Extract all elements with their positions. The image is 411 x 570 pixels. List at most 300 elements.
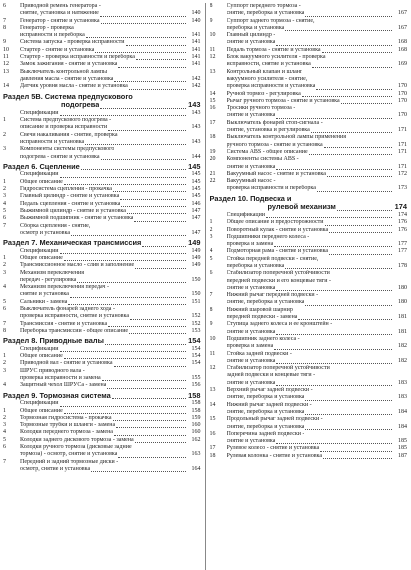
- toc-entry-title: ШРУС приводного вала -: [20, 367, 85, 374]
- toc-entry[interactable]: [210, 105, 408, 112]
- section-10-heading-line1[interactable]: Раздел 10. Подвеска и: [209, 194, 292, 203]
- section-8-heading[interactable]: Раздел 8. Приводные валы 154: [3, 337, 201, 346]
- toc-entry-title: проверка исправности, снятие и установка: [20, 313, 129, 320]
- toc-entry[interactable]: [3, 124, 201, 131]
- toc-entry-number: 14: [3, 83, 9, 90]
- toc-entry[interactable]: [210, 248, 408, 255]
- dot-leader: [86, 36, 186, 38]
- toc-entry-number: 19: [209, 148, 216, 155]
- toc-entry[interactable]: [210, 307, 408, 314]
- toc-entry[interactable]: [210, 3, 408, 10]
- toc-entry[interactable]: [3, 429, 201, 436]
- toc-entry-title: Спецификации: [20, 247, 59, 254]
- toc-entry[interactable]: [210, 185, 408, 192]
- toc-entry-title: снятие и установка: [226, 39, 276, 46]
- toc-entry-page: 169: [398, 61, 407, 68]
- toc-entry[interactable]: [210, 149, 408, 156]
- toc-entry-page: 180: [398, 284, 407, 291]
- toc-entry[interactable]: [3, 459, 201, 466]
- toc-entry[interactable]: [210, 39, 408, 46]
- toc-entry[interactable]: [3, 154, 201, 161]
- toc-entry-number: 1: [3, 117, 6, 124]
- toc-entry-title: исправности и установка: [20, 138, 85, 145]
- toc-entry-number: 6: [3, 215, 6, 222]
- toc-entry-page: 172: [398, 170, 407, 177]
- toc-entry[interactable]: [210, 10, 408, 17]
- toc-entry-number: 6: [3, 444, 6, 450]
- toc-entry-page: 150: [191, 276, 201, 283]
- dot-leader: [71, 234, 186, 236]
- toc-entry-title: Ручной тормоз - регулировка: [226, 90, 301, 97]
- toc-entry-number: 3: [3, 269, 6, 276]
- toc-entry[interactable]: [210, 134, 408, 141]
- dot-leader: [100, 15, 186, 17]
- toc-entry[interactable]: [210, 402, 408, 409]
- toc-entry[interactable]: [210, 285, 408, 292]
- toc-entry-title: Генератор - снятие и установка: [20, 17, 100, 24]
- toc-entry[interactable]: [210, 47, 408, 54]
- toc-entry-title: Замок зажигания - снятие и установка: [20, 61, 118, 68]
- dot-leader: [129, 332, 185, 334]
- toc-entry-page: 149: [191, 262, 201, 269]
- dot-leader: [60, 252, 186, 254]
- toc-entry[interactable]: [210, 127, 408, 134]
- toc-entry-title: Система запуска - проверка исправности: [20, 39, 125, 46]
- toc-entry-title: Рулевая колонка - снятие и установка: [226, 452, 323, 459]
- toc-entry[interactable]: [3, 215, 201, 222]
- toc-entry[interactable]: [210, 394, 408, 401]
- toc-entry[interactable]: [3, 201, 201, 208]
- dot-leader: [120, 198, 185, 200]
- dot-leader: [60, 405, 186, 407]
- toc-entry-number: 8: [3, 327, 6, 334]
- toc-entry-title: Тросики ручного тормоза -: [226, 105, 296, 112]
- toc-entry-title: Сборка сцепления - снятие,: [20, 222, 91, 229]
- toc-entry-page: 178: [398, 262, 407, 269]
- toc-entry[interactable]: [3, 117, 201, 124]
- dot-leader: [285, 267, 392, 269]
- toc-entry[interactable]: [210, 299, 408, 306]
- toc-entry-number: 1: [3, 254, 6, 261]
- toc-entry-number: 2: [3, 414, 6, 421]
- dot-leader: [64, 183, 186, 185]
- toc-entry-title: Суппорт переднего тормоза -: [226, 3, 301, 9]
- dot-leader: [91, 470, 185, 472]
- toc-entry-title: Главный цилиндр -: [226, 32, 276, 39]
- dot-leader: [107, 387, 185, 389]
- toc-entry[interactable]: [3, 408, 201, 415]
- toc-entry[interactable]: [3, 47, 201, 54]
- toc-entry-page: 145: [191, 178, 201, 185]
- toc-entry[interactable]: [3, 25, 201, 32]
- toc-entry[interactable]: [3, 375, 201, 382]
- toc-entry-page: 152: [191, 320, 201, 327]
- toc-entry[interactable]: [210, 212, 408, 219]
- toc-entry-page: 184: [398, 408, 407, 415]
- toc-entry-title: Приводной ремень генератора -: [20, 3, 101, 9]
- dot-leader: [276, 362, 392, 364]
- toc-entry[interactable]: [210, 292, 408, 299]
- toc-entry-page: 147: [191, 215, 201, 222]
- toc-entry-page: 143: [191, 138, 201, 145]
- toc-entry[interactable]: [210, 416, 408, 423]
- toc-entry[interactable]: [210, 18, 408, 25]
- toc-entry[interactable]: [210, 365, 408, 372]
- toc-entry[interactable]: [3, 10, 201, 17]
- dot-leader: [81, 168, 186, 170]
- toc-entry-page: 181: [398, 328, 407, 335]
- toc-entry[interactable]: [210, 278, 408, 285]
- toc-entry[interactable]: [3, 171, 201, 178]
- toc-entry[interactable]: [3, 437, 201, 444]
- toc-entry[interactable]: [3, 69, 201, 76]
- toc-entry-title: Общее описание: [20, 353, 63, 360]
- toc-entry-title: осмотр и установка: [20, 229, 70, 236]
- toc-entry[interactable]: [210, 343, 408, 350]
- toc-entry-page: 140: [191, 10, 201, 17]
- section-5b-heading-line2[interactable]: подогрева 143: [61, 101, 201, 110]
- toc-entry-number: 4: [3, 429, 6, 436]
- toc-entry-page: 145: [191, 193, 201, 200]
- toc-entry[interactable]: [3, 284, 201, 291]
- toc-entry-page: 141: [191, 61, 201, 68]
- toc-entry-number: 16: [209, 105, 216, 112]
- dot-leader: [112, 397, 186, 399]
- toc-entry[interactable]: [3, 255, 201, 262]
- toc-entry-title: снятие, переборка и установка: [226, 408, 305, 415]
- dot-leader: [60, 350, 186, 352]
- toc-entry[interactable]: [210, 270, 408, 277]
- toc-entry[interactable]: [210, 445, 408, 452]
- dot-leader: [135, 267, 185, 269]
- toc-entry-title: проверка исправности и переборка: [226, 185, 316, 192]
- toc-entry[interactable]: [210, 120, 408, 127]
- toc-entry-title: Выключатель контрольной лампы: [20, 68, 108, 75]
- toc-entry-title: проверка и замена: [226, 343, 274, 350]
- toc-entry-page: 170: [398, 112, 407, 119]
- toc-entry-title: проверка исправности и замена: [20, 375, 101, 382]
- toc-entry-number: 5: [3, 298, 6, 305]
- dot-leader: [135, 441, 186, 443]
- toc-entry-page: 162: [191, 436, 201, 443]
- toc-entry-page: 168: [398, 46, 407, 53]
- toc-entry-title: Поворотный кулак - снятие и установка: [226, 226, 329, 233]
- toc-entry-title: Продольный рычаг задней подвески -: [226, 416, 323, 423]
- toc-entry-title: проверка исправности и установка: [226, 83, 316, 90]
- dot-leader: [329, 231, 392, 233]
- toc-entry-number: 9: [209, 321, 213, 328]
- toc-entry[interactable]: [210, 431, 408, 438]
- toc-entry-page: 141: [191, 54, 201, 61]
- dot-leader: [130, 318, 186, 320]
- toc-entry[interactable]: [210, 314, 408, 321]
- dot-leader: [305, 428, 392, 430]
- toc-entry-page: 145: [191, 171, 201, 178]
- toc-entry-number: 3: [3, 367, 6, 374]
- dot-leader: [64, 357, 186, 359]
- toc-entry[interactable]: [210, 112, 408, 119]
- toc-entry[interactable]: [210, 424, 408, 431]
- section-6-heading[interactable]: Раздел 6. Сцепление 145: [3, 162, 201, 171]
- toc-entry[interactable]: [3, 444, 201, 451]
- toc-entry[interactable]: [3, 193, 201, 200]
- toc-entry[interactable]: [210, 76, 408, 83]
- toc-entry-number: 4: [3, 200, 6, 207]
- toc-entry[interactable]: [3, 230, 201, 237]
- toc-entry[interactable]: [3, 360, 201, 367]
- toc-entry[interactable]: [210, 54, 408, 61]
- dot-leader: [298, 318, 392, 320]
- toc-entry-page: 160: [191, 429, 201, 436]
- toc-entry-number: 3: [3, 146, 6, 153]
- toc-entry[interactable]: [210, 227, 408, 234]
- dot-leader: [276, 333, 392, 335]
- toc-entry[interactable]: [3, 110, 201, 117]
- toc-entry[interactable]: [210, 178, 408, 185]
- toc-entry[interactable]: [210, 83, 408, 90]
- toc-entry[interactable]: [3, 139, 201, 146]
- toc-entry-title: Спецификации: [20, 109, 59, 116]
- toc-entry-page: 152: [191, 313, 201, 320]
- toc-entry-title: Вакуумный насос -: [226, 178, 276, 185]
- section-10-heading-line2[interactable]: рулевой механизм 174: [267, 203, 407, 212]
- toc-entry[interactable]: [3, 186, 201, 193]
- dot-leader: [114, 434, 186, 436]
- toc-entry-title: Подшипник заднего колеса -: [226, 335, 300, 342]
- toc-entry[interactable]: [210, 387, 408, 394]
- toc-entry[interactable]: [210, 219, 408, 226]
- toc-entry[interactable]: [210, 372, 408, 379]
- toc-entry[interactable]: [210, 409, 408, 416]
- toc-entry[interactable]: [3, 368, 201, 375]
- dot-leader: [276, 168, 392, 170]
- toc-entry-number: 11: [209, 350, 216, 357]
- toc-entry[interactable]: [3, 299, 201, 306]
- toc-entry-title: Контрольный клапан и шланг: [226, 68, 303, 75]
- toc-entry[interactable]: [210, 351, 408, 358]
- toc-entry[interactable]: [3, 3, 201, 10]
- toc-entry[interactable]: [3, 262, 201, 269]
- toc-entry[interactable]: [3, 83, 201, 90]
- toc-entry[interactable]: [3, 466, 201, 473]
- toc-entry[interactable]: [3, 18, 201, 25]
- toc-entry[interactable]: [3, 353, 201, 360]
- toc-entry[interactable]: [210, 263, 408, 270]
- toc-entry-title: Передний и задний тормозные диски -: [20, 458, 119, 465]
- section-7-heading[interactable]: Раздел 7. Механическая трансмиссия 149: [3, 239, 201, 248]
- toc-entry[interactable]: [3, 223, 201, 230]
- toc-entry-number: 3: [3, 422, 6, 429]
- toc-entry[interactable]: [210, 329, 408, 336]
- toc-right-column: [210, 3, 408, 570]
- toc-entry-title: задней подвески и концевые тяги -: [226, 372, 316, 379]
- dot-leader: [95, 51, 185, 53]
- toc-entry[interactable]: [3, 54, 201, 61]
- toc-entry-number: 21: [209, 170, 216, 177]
- toc-entry-title: Подшипники переднего колеса -: [226, 233, 310, 240]
- toc-entry-title: снятие и установка: [226, 163, 276, 170]
- toc-entry-title: Выключатель контрольной лампы применения: [226, 134, 346, 141]
- dot-leader: [316, 88, 392, 90]
- dot-leader: [113, 419, 186, 421]
- dot-leader: [102, 379, 186, 381]
- toc-entry-number: 2: [3, 131, 6, 138]
- toc-entry-title: Колодки переднего тормоза - замена: [20, 429, 113, 436]
- dot-leader: [305, 413, 392, 415]
- toc-entry-number: 22: [209, 178, 216, 185]
- toc-entry-title: Вакуумный насос - снятие и установка: [226, 170, 326, 177]
- toc-entry-title: Общее описание и предосторожности: [226, 219, 324, 226]
- toc-entry[interactable]: [3, 39, 201, 46]
- toc-entry[interactable]: [3, 76, 201, 83]
- toc-entry[interactable]: [3, 422, 201, 429]
- toc-entry[interactable]: [210, 61, 408, 68]
- toc-entry[interactable]: [3, 451, 201, 458]
- toc-entry-number: 1: [3, 407, 6, 414]
- dot-leader: [108, 325, 185, 327]
- dot-leader: [101, 158, 186, 160]
- dot-leader: [276, 384, 392, 386]
- toc-left-column: [3, 3, 206, 570]
- toc-entry-title: Стойка передней подвески - снятие,: [226, 255, 319, 262]
- toc-entry-page: 176: [398, 226, 407, 233]
- toc-entry[interactable]: [3, 291, 201, 298]
- toc-entry-page: 174: [398, 211, 407, 218]
- toc-entry-number: 12: [3, 61, 9, 68]
- toc-entry[interactable]: [3, 321, 201, 328]
- dot-leader: [127, 212, 186, 214]
- toc-entry[interactable]: [3, 132, 201, 139]
- dot-leader: [305, 15, 392, 17]
- toc-entry-page: 153: [191, 327, 201, 334]
- toc-entry[interactable]: [210, 321, 408, 328]
- toc-entry-title: Суппорт заднего тормоза - снятие,: [226, 17, 315, 24]
- toc-entry-page: 167: [398, 24, 407, 31]
- toc-entry[interactable]: [210, 164, 408, 171]
- toc-entry[interactable]: [210, 69, 408, 76]
- toc-entry-page: 167: [398, 10, 407, 17]
- toc-entry[interactable]: [210, 98, 408, 105]
- dot-leader: [129, 88, 186, 90]
- section-9-heading[interactable]: Раздел 9. Тормозная система 158: [3, 391, 201, 400]
- toc-entry[interactable]: [210, 91, 408, 98]
- toc-entry-title: Педаль сцепления - снятие и установка: [20, 200, 121, 207]
- toc-entry[interactable]: [3, 382, 201, 389]
- toc-entry-number: 9: [209, 17, 213, 24]
- toc-entry-title: снятие и установка: [226, 357, 276, 364]
- toc-entry[interactable]: [210, 380, 408, 387]
- dot-leader: [341, 102, 392, 104]
- toc-entry[interactable]: [210, 25, 408, 32]
- toc-entry-number: 12: [209, 54, 216, 61]
- toc-entry-page: 180: [398, 299, 407, 306]
- toc-entry-page: 155: [191, 375, 201, 382]
- toc-entry[interactable]: [3, 306, 201, 313]
- toc-entry-number: 17: [209, 445, 216, 452]
- toc-entry-title: Стартер - снятие и установка: [20, 46, 95, 53]
- toc-entry-title: Ступица заднего колеса и ее кронштейн -: [226, 321, 333, 328]
- toc-entry-title: Стабилизатор поперечной устойчивости: [226, 270, 330, 277]
- toc-entry[interactable]: [3, 248, 201, 255]
- dot-leader: [320, 450, 392, 452]
- toc-entry[interactable]: [210, 256, 408, 263]
- toc-entry[interactable]: [3, 270, 201, 277]
- toc-entry[interactable]: [3, 61, 201, 68]
- toc-entry[interactable]: [3, 277, 201, 284]
- toc-entry-title: Общее описание: [20, 254, 63, 261]
- dot-leader: [325, 224, 392, 226]
- toc-entry[interactable]: [210, 453, 408, 460]
- toc-entry-number: 16: [209, 430, 216, 437]
- toc-entry[interactable]: [210, 234, 408, 241]
- dot-leader: [276, 442, 392, 444]
- toc-entry-title: Защитный чехол ШРУСа - замена: [20, 382, 107, 389]
- toc-entry-title: Переборка трансмиссии - общее описание: [20, 327, 129, 334]
- toc-entry[interactable]: [210, 142, 408, 149]
- toc-entry-page: 141: [191, 32, 201, 39]
- toc-entry-number: 4: [3, 382, 6, 389]
- dot-leader: [68, 303, 185, 305]
- toc-entry-title: передней подвески - замена: [226, 314, 298, 321]
- toc-entry[interactable]: [210, 32, 408, 39]
- toc-entry[interactable]: [3, 415, 201, 422]
- toc-entry-title: снятие и установка: [20, 291, 69, 298]
- dot-leader: [317, 190, 392, 192]
- toc-entry-number: 7: [3, 320, 6, 327]
- dot-leader: [329, 253, 392, 255]
- toc-entry-number: 14: [209, 401, 216, 408]
- toc-entry-number: 5: [3, 207, 6, 214]
- section-5b-heading-line1[interactable]: Раздел 5B. Система предпускового: [3, 92, 133, 101]
- toc-entry-title: Спецификации: [226, 211, 266, 218]
- toc-entry[interactable]: [210, 358, 408, 365]
- toc-entry[interactable]: [3, 208, 201, 215]
- toc-entry[interactable]: [210, 171, 408, 178]
- toc-entry-number: 13: [209, 387, 216, 394]
- toc-entry-title: переборка и установка: [226, 24, 285, 31]
- toc-entry-number: 8: [209, 3, 213, 9]
- toc-entry-title: Блок вакуумного усилителя - проверка: [226, 54, 326, 61]
- toc-entry-title: Механизм переключения: [20, 269, 84, 276]
- toc-entry[interactable]: [3, 32, 201, 39]
- toc-entry-title: Сальники - замена: [20, 298, 68, 305]
- toc-entry[interactable]: [3, 313, 201, 320]
- toc-entry[interactable]: [210, 438, 408, 445]
- toc-entry[interactable]: [3, 179, 201, 186]
- dot-leader: [276, 117, 392, 119]
- toc-entry[interactable]: [210, 241, 408, 248]
- dot-leader: [101, 22, 186, 24]
- toc-entry-number: 1: [209, 219, 213, 226]
- toc-entry-title: Колодки ручного тормоза (дисковые задние: [20, 444, 132, 450]
- toc-entry-title: снятие, переборка и установка: [226, 394, 305, 401]
- toc-entry-title: Рулевое колесо - снятие и установка: [226, 445, 320, 452]
- toc-entry-page: 184: [398, 423, 407, 430]
- toc-entry-page: 147: [191, 207, 201, 214]
- toc-entry[interactable]: [3, 328, 201, 335]
- toc-entry[interactable]: [210, 156, 408, 163]
- dot-leader: [323, 457, 392, 459]
- toc-entry-number: 4: [3, 284, 6, 291]
- toc-entry[interactable]: [3, 400, 201, 407]
- toc-entry-number: 8: [3, 24, 6, 31]
- toc-entry-title: тормоза) - осмотр, снятие и установка: [20, 451, 118, 458]
- toc-entry[interactable]: [3, 146, 201, 153]
- dot-leader: [276, 289, 392, 291]
- toc-entry[interactable]: [210, 336, 408, 343]
- toc-entry[interactable]: [3, 346, 201, 353]
- toc-entry-title: Главный цилиндр - снятие и установка: [20, 193, 120, 200]
